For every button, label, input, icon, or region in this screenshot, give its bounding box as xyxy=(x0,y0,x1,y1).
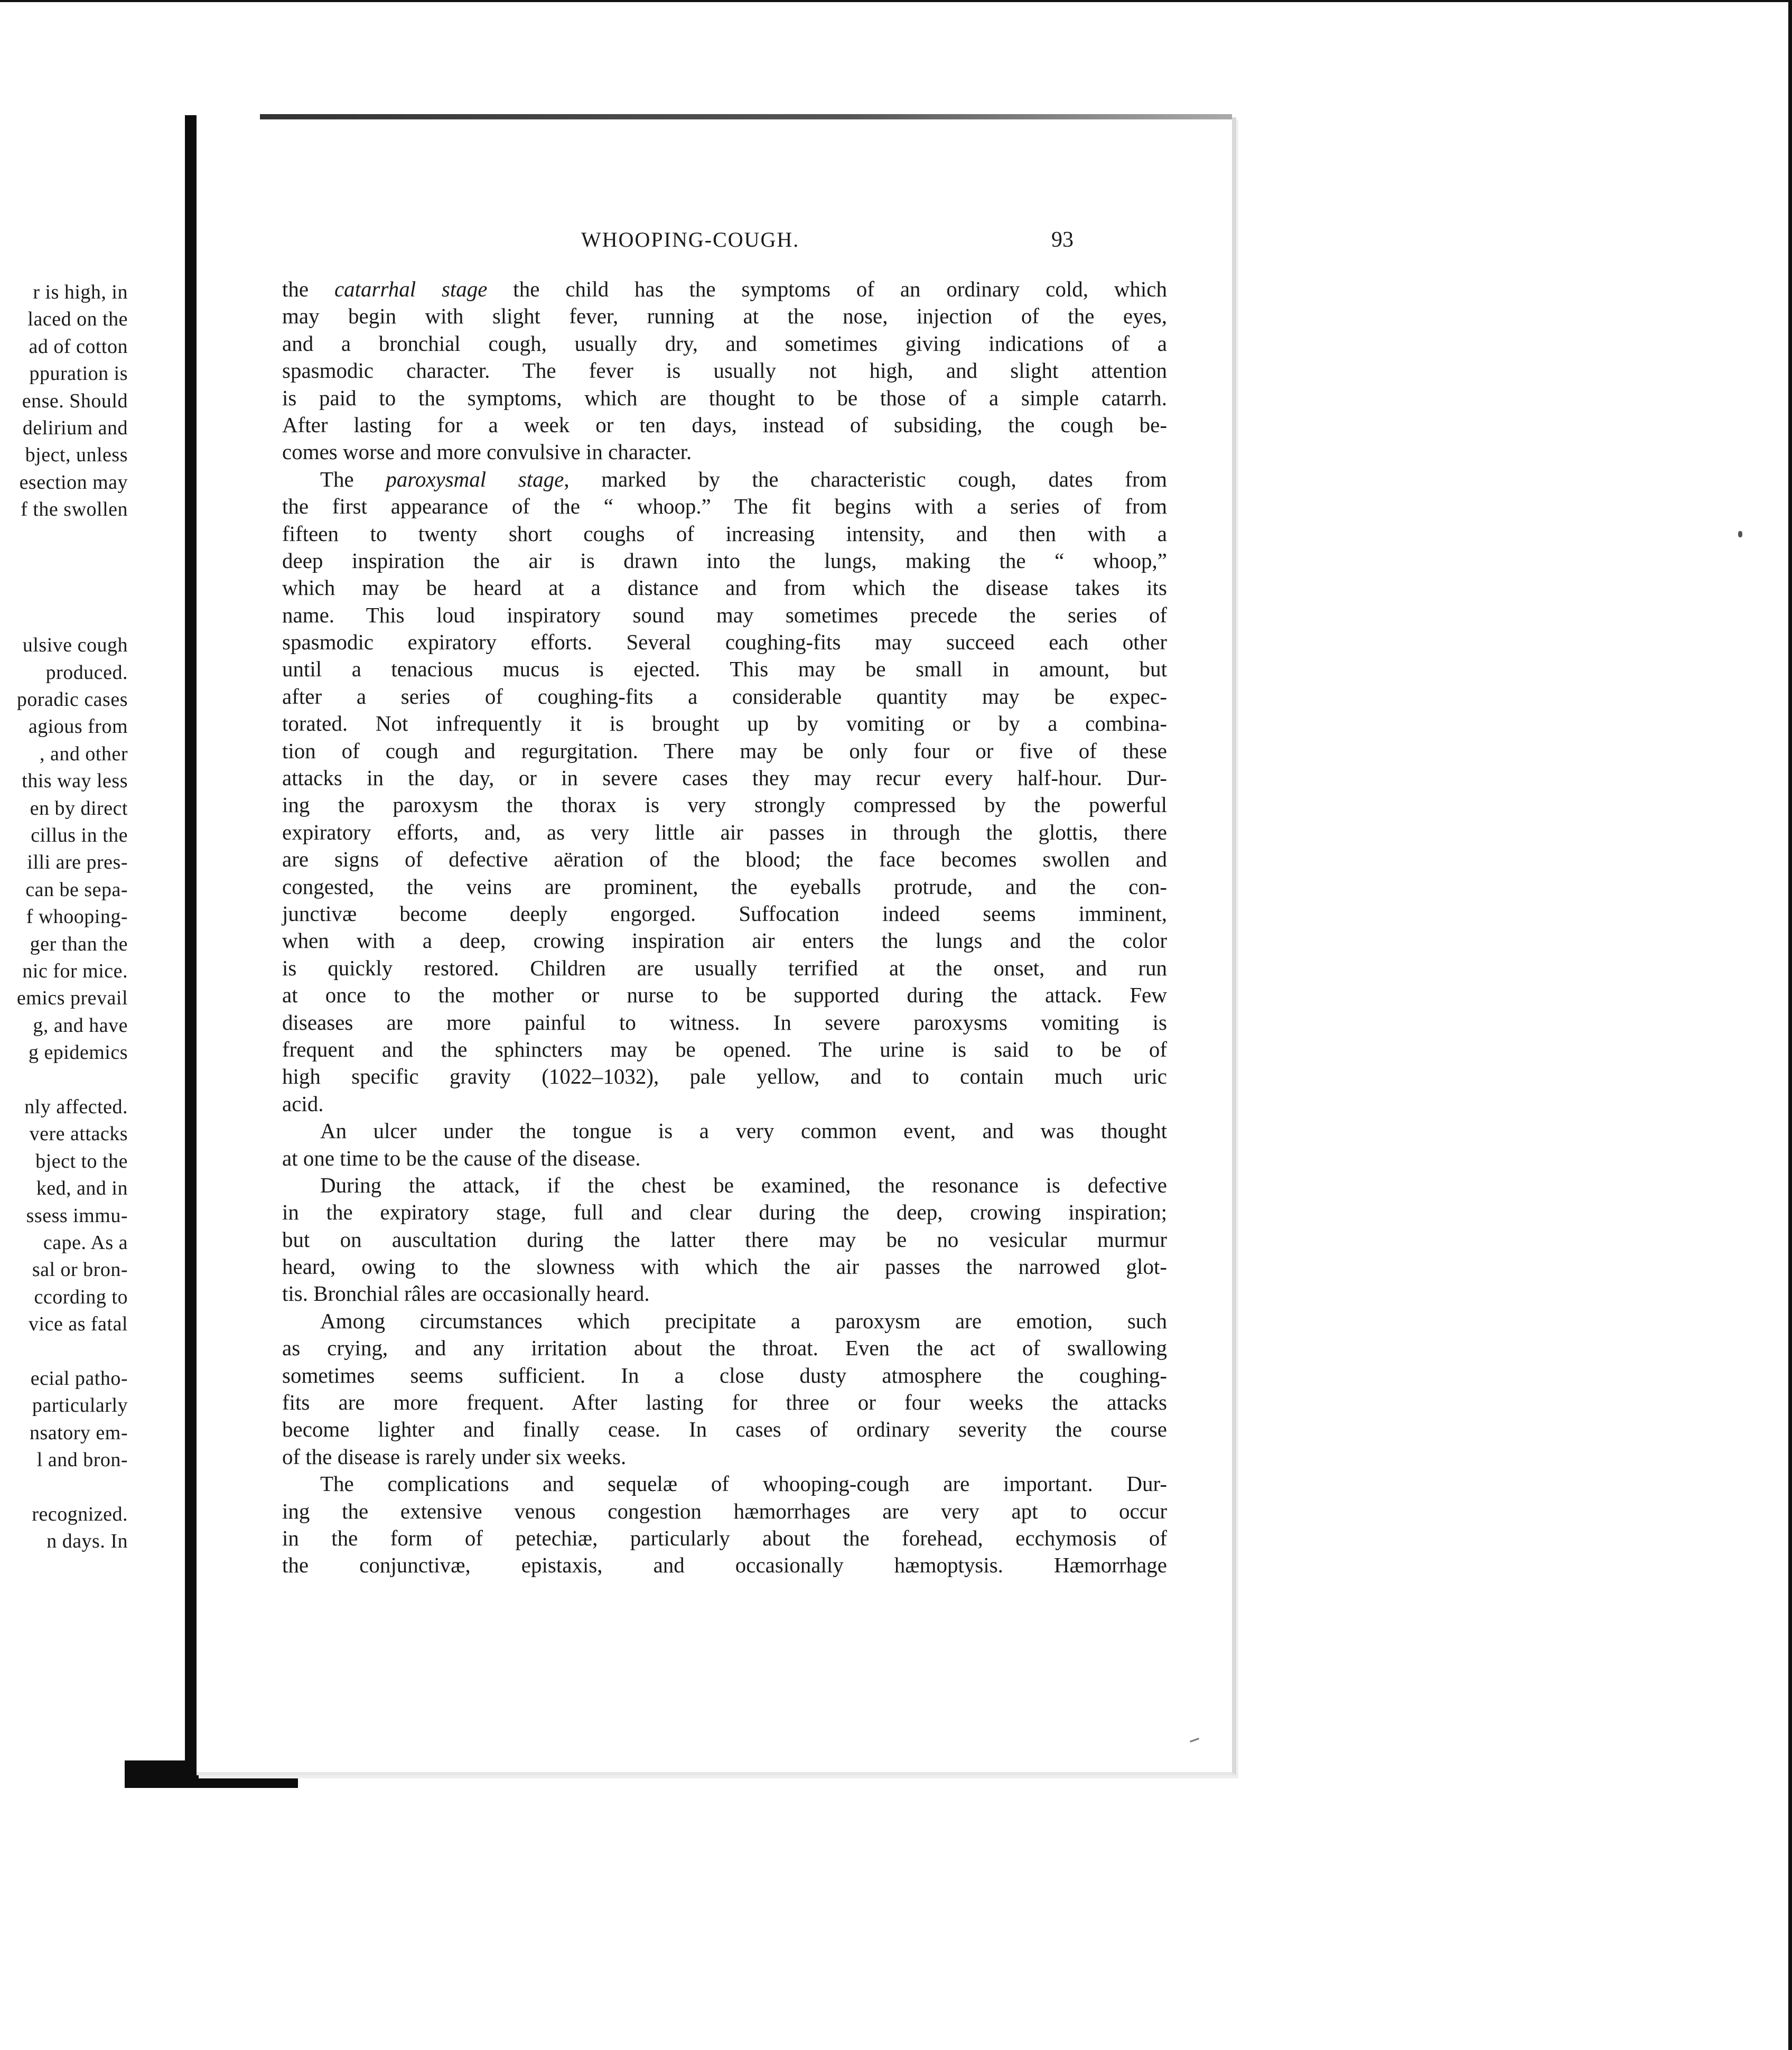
left-page-fragment xyxy=(0,111,201,1759)
body-line: fifteen to twenty short coughs of increasing intensity, and then with a xyxy=(282,521,1167,546)
left-page-line: cape. As a xyxy=(43,1232,128,1254)
body-line: spasmodic expiratory efforts. Several coughing-fits may succeed each other xyxy=(282,630,1167,655)
body-line: congested, the veins are prominent, the eyeballs protrude, and the con- xyxy=(282,874,1167,899)
body-line: the conjunctivæ, epistaxis, and occasionally hæmoptysis. Hæmorrhage xyxy=(282,1553,1167,1578)
body-line: Among circumstances which precipitate a paroxysm are emotion, such xyxy=(320,1308,1167,1333)
left-page-line: bject to the xyxy=(35,1150,128,1172)
body-line: are signs of defective aëration of the blood; the face becomes swollen and xyxy=(282,847,1167,872)
body-line: until a tenacious mucus is ejected. This may be small in amount, but xyxy=(282,657,1167,682)
left-page-line: ssess immu- xyxy=(26,1204,128,1227)
left-page-line: illi are pres- xyxy=(27,851,128,874)
left-page-line: ense. Should xyxy=(22,389,128,412)
left-page-line: g epidemics xyxy=(28,1041,128,1064)
body-line: torated. Not infrequently it is brought up by vomiting or by a combina- xyxy=(282,711,1167,736)
scan-right-edge xyxy=(1788,0,1792,2050)
left-page-line: vice as fatal xyxy=(29,1313,128,1336)
left-page-line: cillus in the xyxy=(31,824,128,846)
left-page-line: ad of cotton xyxy=(29,335,128,358)
body-text xyxy=(282,276,1167,1579)
body-line: the first appearance of the “ whoop.” The fit begins with a series of from xyxy=(282,494,1167,519)
left-page-line: f the swollen xyxy=(21,498,128,521)
body-line: may begin with slight fever, running at the nose, injection of the eyes, xyxy=(282,304,1167,329)
left-page-line: agious from xyxy=(28,715,128,738)
left-page-line: nsatory em- xyxy=(30,1421,128,1444)
left-page-line: l and bron- xyxy=(36,1449,128,1471)
left-page-line: vere attacks xyxy=(29,1123,128,1145)
page-top-shadow xyxy=(260,114,1232,119)
body-line: diseases are more painful to witness. In severe paroxysms vomiting is xyxy=(282,1010,1167,1035)
left-page-line: esection may xyxy=(19,471,128,493)
left-page-line: poradic cases xyxy=(16,688,128,711)
left-page-line: sal or bron- xyxy=(32,1259,128,1281)
running-head: WHOOPING-COUGH. xyxy=(581,228,800,251)
body-line: expiratory efforts, and, as very little air passes in through the glottis, there xyxy=(282,819,1167,844)
left-page-line: particularly xyxy=(32,1394,128,1417)
left-page-line: this way less xyxy=(22,770,128,793)
left-page-line: bject, unless xyxy=(25,444,128,467)
body-line: spasmodic character. The fever is usually not high, and slight attention xyxy=(282,358,1167,383)
body-line: at once to the mother or nurse to be supported during the attack. Few xyxy=(282,983,1167,1008)
body-line: is quickly restored. Children are usually terrified at the onset, and run xyxy=(282,955,1167,980)
body-line: ing the paroxysm the thorax is very strongly compressed by the powerful xyxy=(282,793,1167,817)
left-page-line: ger than the xyxy=(30,933,128,955)
italic-term: catarrhal stage xyxy=(334,277,488,301)
body-line: tis. Bronchial râles are occasionally heard. xyxy=(282,1281,650,1306)
body-line: sometimes seems sufficient. In a close dusty atmosphere the coughing- xyxy=(282,1363,1167,1387)
scan-top-edge xyxy=(0,0,1792,2)
left-page-line: nic for mice. xyxy=(22,960,128,982)
left-page-line: f whooping- xyxy=(26,906,128,928)
left-page-line: recognized. xyxy=(32,1503,128,1525)
right-page xyxy=(197,117,1236,1775)
left-page-line: ked, and in xyxy=(36,1177,128,1200)
body-line: frequent and the sphincters may be opened. The urine is said to be of xyxy=(282,1037,1167,1061)
body-line: fits are more frequent. After lasting for three or four weeks the attacks xyxy=(282,1390,1167,1415)
body-line: but on auscultation during the latter there may be no vesicular murmur xyxy=(282,1227,1167,1252)
left-page-line: ulsive cough xyxy=(22,634,128,657)
body-line: An ulcer under the tongue is a very common event, and was thought xyxy=(320,1119,1167,1143)
body-line: the catarrhal stage the child has the symptoms of an ordinary cold, which xyxy=(282,277,1167,301)
stray-dot-mark xyxy=(1738,531,1742,537)
body-line: in the expiratory stage, full and clear during the deep, crowing inspiration; xyxy=(282,1200,1167,1225)
body-line: ing the extensive venous congestion hæmorrhages are very apt to occur xyxy=(282,1498,1167,1523)
body-line: tion of cough and regurgitation. There may be only four or five of these xyxy=(282,738,1167,763)
left-page-line: en by direct xyxy=(30,797,128,819)
body-line: The paroxysmal stage, marked by the characteristic cough, dates from xyxy=(320,467,1167,491)
left-page-line: nly affected. xyxy=(24,1096,128,1118)
body-line: high specific gravity (1022–1032), pale yellow, and to contain much uric xyxy=(282,1064,1167,1089)
left-page-line: ppuration is xyxy=(29,362,128,385)
body-line: comes worse and more convulsive in character. xyxy=(282,440,692,464)
page-number: 93 xyxy=(1051,228,1074,252)
stray-ink-mark xyxy=(1190,1738,1199,1742)
body-line: after a series of coughing-fits a considerable quantity may be expec- xyxy=(282,684,1167,709)
left-page-line: laced on the xyxy=(27,308,128,331)
italic-term: paroxysmal stage xyxy=(386,467,564,491)
body-line: junctivæ become deeply engorged. Suffocation indeed seems imminent, xyxy=(282,901,1167,926)
left-page-line: ecial patho- xyxy=(30,1367,128,1390)
body-line: become lighter and finally cease. In cases of ordinary severity the course xyxy=(282,1417,1167,1442)
body-line: which may be heard at a distance and from which the disease takes its xyxy=(282,575,1167,600)
left-page-line: n days. In xyxy=(46,1530,128,1553)
body-line: and a bronchial cough, usually dry, and sometimes giving indications of a xyxy=(282,331,1167,356)
body-line: During the attack, if the chest be examined, the resonance is defective xyxy=(320,1172,1167,1197)
book-binding-gutter xyxy=(185,115,197,1764)
body-line: acid. xyxy=(282,1091,324,1116)
left-page-line: delirium and xyxy=(22,417,128,439)
left-page-line: , and other xyxy=(40,742,128,765)
body-line: of the disease is rarely under six weeks. xyxy=(282,1444,627,1469)
left-page-line: emics prevail xyxy=(16,987,128,1010)
body-line: is paid to the symptoms, which are thought to be those of a simple catarrh. xyxy=(282,385,1167,410)
body-line: The complications and sequelæ of whooping-cough are important. Dur- xyxy=(320,1471,1167,1496)
left-page-line: can be sepa- xyxy=(25,878,128,901)
body-line: at one time to be the cause of the disease. xyxy=(282,1145,641,1170)
left-page-line: r is high, in xyxy=(33,281,128,303)
body-line: deep inspiration the air is drawn into the lungs, making the “ whoop,” xyxy=(282,548,1167,573)
body-line: attacks in the day, or in severe cases they may recur every half-hour. Dur- xyxy=(282,766,1167,790)
left-page-line: g, and have xyxy=(33,1014,128,1037)
body-line: name. This loud inspiratory sound may sometimes precede the series of xyxy=(282,602,1167,627)
left-page-line: produced. xyxy=(45,661,128,684)
body-line: After lasting for a week or ten days, instead of subsiding, the cough be- xyxy=(282,412,1167,437)
body-line: when with a deep, crowing inspiration air enters the lungs and the color xyxy=(282,928,1167,953)
left-page-line: ccording to xyxy=(34,1285,128,1308)
body-line: in the form of petechiæ, particularly about the forehead, ecchymosis of xyxy=(282,1525,1167,1550)
body-line: as crying, and any irritation about the throat. Even the act of swallowing xyxy=(282,1336,1167,1361)
body-line: heard, owing to the slowness with which the air passes the narrowed glot- xyxy=(282,1254,1167,1279)
